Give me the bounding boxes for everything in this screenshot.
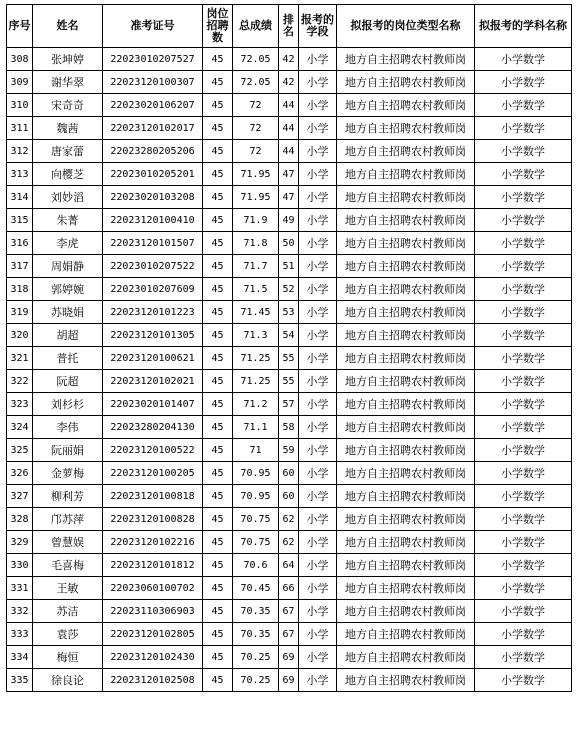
stage-cell: 小学	[299, 439, 337, 462]
post-type-cell: 地方自主招聘农村教师岗	[337, 232, 475, 255]
seq-cell: 326	[7, 462, 33, 485]
score-cell: 70.25	[233, 646, 279, 669]
post-type-cell: 地方自主招聘农村教师岗	[337, 301, 475, 324]
score-cell: 70.35	[233, 623, 279, 646]
seq-cell: 332	[7, 600, 33, 623]
name-cell: 梅恒	[33, 646, 103, 669]
stage-cell: 小学	[299, 669, 337, 692]
subject-cell: 小学数学	[475, 163, 572, 186]
seq-cell: 310	[7, 94, 33, 117]
rank-cell: 47	[279, 186, 299, 209]
name-cell: 刘杉杉	[33, 393, 103, 416]
post-type-cell: 地方自主招聘农村教师岗	[337, 278, 475, 301]
table-row	[7, 163, 572, 186]
rank-cell: 64	[279, 554, 299, 577]
seq-cell: 334	[7, 646, 33, 669]
name-cell: 苏洁	[33, 600, 103, 623]
openings-cell: 45	[203, 462, 233, 485]
post-type-cell: 地方自主招聘农村教师岗	[337, 255, 475, 278]
seq-cell: 331	[7, 577, 33, 600]
subject-cell: 小学数学	[475, 117, 572, 140]
stage-cell: 小学	[299, 163, 337, 186]
seq-cell: 330	[7, 554, 33, 577]
name-cell: 曾慧娱	[33, 531, 103, 554]
subject-cell: 小学数学	[475, 324, 572, 347]
stage-cell: 小学	[299, 508, 337, 531]
post-type-cell: 地方自主招聘农村教师岗	[337, 508, 475, 531]
stage-cell: 小学	[299, 324, 337, 347]
rank-cell: 66	[279, 577, 299, 600]
col-header-openings: 岗位招聘数	[203, 5, 233, 48]
openings-cell: 45	[203, 347, 233, 370]
name-cell: 魏茜	[33, 117, 103, 140]
name-cell: 郭婷婉	[33, 278, 103, 301]
rank-cell: 47	[279, 163, 299, 186]
openings-cell: 45	[203, 623, 233, 646]
score-cell: 71.1	[233, 416, 279, 439]
seq-cell: 312	[7, 140, 33, 163]
table-row	[7, 232, 572, 255]
rank-cell: 60	[279, 485, 299, 508]
score-cell: 71.2	[233, 393, 279, 416]
table-row	[7, 48, 572, 71]
stage-cell: 小学	[299, 232, 337, 255]
stage-cell: 小学	[299, 462, 337, 485]
ticket-cell: 22023010207527	[103, 48, 203, 71]
table-row	[7, 209, 572, 232]
ticket-cell: 22023280204130	[103, 416, 203, 439]
rank-cell: 51	[279, 255, 299, 278]
table-row	[7, 554, 572, 577]
rank-cell: 62	[279, 508, 299, 531]
score-cell: 70.45	[233, 577, 279, 600]
subject-cell: 小学数学	[475, 301, 572, 324]
rank-cell: 44	[279, 94, 299, 117]
ticket-cell: 22023110306903	[103, 600, 203, 623]
subject-cell: 小学数学	[475, 439, 572, 462]
stage-cell: 小学	[299, 48, 337, 71]
name-cell: 胡超	[33, 324, 103, 347]
score-cell: 72	[233, 94, 279, 117]
stage-cell: 小学	[299, 370, 337, 393]
post-type-cell: 地方自主招聘农村教师岗	[337, 531, 475, 554]
stage-cell: 小学	[299, 646, 337, 669]
post-type-cell: 地方自主招聘农村教师岗	[337, 439, 475, 462]
stage-cell: 小学	[299, 301, 337, 324]
stage-cell: 小学	[299, 255, 337, 278]
post-type-cell: 地方自主招聘农村教师岗	[337, 324, 475, 347]
stage-cell: 小学	[299, 623, 337, 646]
score-cell: 71.3	[233, 324, 279, 347]
score-cell: 72.05	[233, 48, 279, 71]
ticket-cell: 22023120101507	[103, 232, 203, 255]
stage-cell: 小学	[299, 94, 337, 117]
openings-cell: 45	[203, 600, 233, 623]
score-cell: 70.95	[233, 485, 279, 508]
ticket-cell: 22023120102805	[103, 623, 203, 646]
openings-cell: 45	[203, 669, 233, 692]
openings-cell: 45	[203, 301, 233, 324]
name-cell: 周娟静	[33, 255, 103, 278]
rank-cell: 54	[279, 324, 299, 347]
rank-cell: 42	[279, 48, 299, 71]
table-row	[7, 416, 572, 439]
table-row	[7, 393, 572, 416]
table-row	[7, 577, 572, 600]
rank-cell: 55	[279, 347, 299, 370]
ticket-cell: 22023120102017	[103, 117, 203, 140]
col-header-total-score: 总成绩	[233, 5, 279, 48]
name-cell: 谢华翠	[33, 71, 103, 94]
rank-cell: 44	[279, 140, 299, 163]
stage-cell: 小学	[299, 71, 337, 94]
stage-cell: 小学	[299, 209, 337, 232]
table-row	[7, 117, 572, 140]
col-header-name: 姓名	[33, 5, 103, 48]
ticket-cell: 22023120102430	[103, 646, 203, 669]
seq-cell: 323	[7, 393, 33, 416]
stage-cell: 小学	[299, 117, 337, 140]
table-row	[7, 531, 572, 554]
ticket-cell: 22023120100828	[103, 508, 203, 531]
rank-cell: 67	[279, 600, 299, 623]
score-cell: 71.5	[233, 278, 279, 301]
rank-cell: 55	[279, 370, 299, 393]
subject-cell: 小学数学	[475, 531, 572, 554]
ticket-cell: 22023120102021	[103, 370, 203, 393]
subject-cell: 小学数学	[475, 94, 572, 117]
ticket-cell: 22023120102508	[103, 669, 203, 692]
table-row	[7, 600, 572, 623]
stage-cell: 小学	[299, 278, 337, 301]
results-sheet	[6, 4, 571, 692]
rank-cell: 69	[279, 669, 299, 692]
rank-cell: 52	[279, 278, 299, 301]
subject-cell: 小学数学	[475, 48, 572, 71]
score-cell: 71.95	[233, 163, 279, 186]
score-cell: 72	[233, 117, 279, 140]
post-type-cell: 地方自主招聘农村教师岗	[337, 462, 475, 485]
stage-cell: 小学	[299, 531, 337, 554]
openings-cell: 45	[203, 140, 233, 163]
name-cell: 阮丽娟	[33, 439, 103, 462]
seq-cell: 318	[7, 278, 33, 301]
rank-cell: 44	[279, 117, 299, 140]
ticket-cell: 22023120101305	[103, 324, 203, 347]
score-cell: 70.95	[233, 462, 279, 485]
col-header-ticket: 准考证号	[103, 5, 203, 48]
col-header-post-type: 拟报考的岗位类型名称	[337, 5, 475, 48]
name-cell: 唐家蕾	[33, 140, 103, 163]
score-cell: 70.35	[233, 600, 279, 623]
name-cell: 徐良论	[33, 669, 103, 692]
name-cell: 阮超	[33, 370, 103, 393]
openings-cell: 45	[203, 393, 233, 416]
openings-cell: 45	[203, 370, 233, 393]
seq-cell: 322	[7, 370, 33, 393]
subject-cell: 小学数学	[475, 255, 572, 278]
post-type-cell: 地方自主招聘农村教师岗	[337, 71, 475, 94]
stage-cell: 小学	[299, 554, 337, 577]
seq-cell: 314	[7, 186, 33, 209]
post-type-cell: 地方自主招聘农村教师岗	[337, 393, 475, 416]
seq-cell: 333	[7, 623, 33, 646]
ticket-cell: 22023120100410	[103, 209, 203, 232]
name-cell: 普托	[33, 347, 103, 370]
post-type-cell: 地方自主招聘农村教师岗	[337, 347, 475, 370]
rank-cell: 67	[279, 623, 299, 646]
subject-cell: 小学数学	[475, 416, 572, 439]
ticket-cell: 22023010207609	[103, 278, 203, 301]
stage-cell: 小学	[299, 485, 337, 508]
score-cell: 71.8	[233, 232, 279, 255]
ticket-cell: 22023020101407	[103, 393, 203, 416]
name-cell: 王敏	[33, 577, 103, 600]
table-row	[7, 324, 572, 347]
ticket-cell: 22023120100307	[103, 71, 203, 94]
score-cell: 70.6	[233, 554, 279, 577]
col-header-seq: 序号	[7, 5, 33, 48]
subject-cell: 小学数学	[475, 71, 572, 94]
ticket-cell: 22023010205201	[103, 163, 203, 186]
name-cell: 毛喜梅	[33, 554, 103, 577]
subject-cell: 小学数学	[475, 669, 572, 692]
table-row	[7, 71, 572, 94]
rank-cell: 59	[279, 439, 299, 462]
subject-cell: 小学数学	[475, 508, 572, 531]
seq-cell: 328	[7, 508, 33, 531]
subject-cell: 小学数学	[475, 600, 572, 623]
rank-cell: 69	[279, 646, 299, 669]
post-type-cell: 地方自主招聘农村教师岗	[337, 416, 475, 439]
subject-cell: 小学数学	[475, 140, 572, 163]
ticket-cell: 22023120100522	[103, 439, 203, 462]
seq-cell: 329	[7, 531, 33, 554]
stage-cell: 小学	[299, 416, 337, 439]
table-row	[7, 439, 572, 462]
table-row	[7, 370, 572, 393]
post-type-cell: 地方自主招聘农村教师岗	[337, 140, 475, 163]
subject-cell: 小学数学	[475, 232, 572, 255]
post-type-cell: 地方自主招聘农村教师岗	[337, 370, 475, 393]
score-cell: 71.95	[233, 186, 279, 209]
openings-cell: 45	[203, 577, 233, 600]
score-cell: 71.7	[233, 255, 279, 278]
post-type-cell: 地方自主招聘农村教师岗	[337, 163, 475, 186]
seq-cell: 335	[7, 669, 33, 692]
subject-cell: 小学数学	[475, 370, 572, 393]
subject-cell: 小学数学	[475, 186, 572, 209]
ticket-cell: 22023120100621	[103, 347, 203, 370]
subject-cell: 小学数学	[475, 646, 572, 669]
seq-cell: 316	[7, 232, 33, 255]
seq-cell: 313	[7, 163, 33, 186]
ticket-cell: 22023120100205	[103, 462, 203, 485]
openings-cell: 45	[203, 324, 233, 347]
openings-cell: 45	[203, 554, 233, 577]
post-type-cell: 地方自主招聘农村教师岗	[337, 48, 475, 71]
table-row	[7, 462, 572, 485]
openings-cell: 45	[203, 416, 233, 439]
stage-cell: 小学	[299, 600, 337, 623]
seq-cell: 319	[7, 301, 33, 324]
table-row	[7, 140, 572, 163]
header-row	[7, 5, 572, 48]
ticket-cell: 22023120100818	[103, 485, 203, 508]
stage-cell: 小学	[299, 393, 337, 416]
ticket-cell: 22023060100702	[103, 577, 203, 600]
table-row	[7, 301, 572, 324]
stage-cell: 小学	[299, 347, 337, 370]
openings-cell: 45	[203, 209, 233, 232]
table-row	[7, 255, 572, 278]
col-header-stage: 报考的学段	[299, 5, 337, 48]
col-header-subject: 拟报考的学科名称	[475, 5, 572, 48]
name-cell: 李伟	[33, 416, 103, 439]
post-type-cell: 地方自主招聘农村教师岗	[337, 554, 475, 577]
openings-cell: 45	[203, 71, 233, 94]
name-cell: 张坤婷	[33, 48, 103, 71]
seq-cell: 321	[7, 347, 33, 370]
post-type-cell: 地方自主招聘农村教师岗	[337, 646, 475, 669]
score-cell: 71.25	[233, 347, 279, 370]
score-cell: 71.9	[233, 209, 279, 232]
score-cell: 70.75	[233, 531, 279, 554]
table-row	[7, 347, 572, 370]
table-row	[7, 94, 572, 117]
name-cell: 柳利芳	[33, 485, 103, 508]
seq-cell: 311	[7, 117, 33, 140]
name-cell: 李虎	[33, 232, 103, 255]
openings-cell: 45	[203, 163, 233, 186]
openings-cell: 45	[203, 255, 233, 278]
ticket-cell: 22023280205206	[103, 140, 203, 163]
subject-cell: 小学数学	[475, 485, 572, 508]
table-row	[7, 485, 572, 508]
name-cell: 邝苏萍	[33, 508, 103, 531]
openings-cell: 45	[203, 646, 233, 669]
seq-cell: 317	[7, 255, 33, 278]
table-row	[7, 186, 572, 209]
openings-cell: 45	[203, 94, 233, 117]
openings-cell: 45	[203, 278, 233, 301]
ticket-cell: 22023020106207	[103, 94, 203, 117]
score-cell: 71.45	[233, 301, 279, 324]
seq-cell: 320	[7, 324, 33, 347]
seq-cell: 324	[7, 416, 33, 439]
seq-cell: 309	[7, 71, 33, 94]
subject-cell: 小学数学	[475, 347, 572, 370]
subject-cell: 小学数学	[475, 278, 572, 301]
openings-cell: 45	[203, 186, 233, 209]
table-row	[7, 508, 572, 531]
ticket-cell: 22023120101223	[103, 301, 203, 324]
post-type-cell: 地方自主招聘农村教师岗	[337, 623, 475, 646]
seq-cell: 308	[7, 48, 33, 71]
seq-cell: 325	[7, 439, 33, 462]
post-type-cell: 地方自主招聘农村教师岗	[337, 485, 475, 508]
name-cell: 金萝梅	[33, 462, 103, 485]
score-cell: 72	[233, 140, 279, 163]
name-cell: 袁莎	[33, 623, 103, 646]
table-row	[7, 623, 572, 646]
name-cell: 宋奇奇	[33, 94, 103, 117]
table-row	[7, 669, 572, 692]
table-body	[7, 48, 572, 692]
ticket-cell: 22023120101812	[103, 554, 203, 577]
name-cell: 朱菁	[33, 209, 103, 232]
subject-cell: 小学数学	[475, 462, 572, 485]
stage-cell: 小学	[299, 140, 337, 163]
ticket-cell: 22023010207522	[103, 255, 203, 278]
post-type-cell: 地方自主招聘农村教师岗	[337, 94, 475, 117]
rank-cell: 58	[279, 416, 299, 439]
subject-cell: 小学数学	[475, 623, 572, 646]
openings-cell: 45	[203, 439, 233, 462]
post-type-cell: 地方自主招聘农村教师岗	[337, 186, 475, 209]
rank-cell: 60	[279, 462, 299, 485]
openings-cell: 45	[203, 117, 233, 140]
score-cell: 71	[233, 439, 279, 462]
subject-cell: 小学数学	[475, 577, 572, 600]
ticket-cell: 22023120102216	[103, 531, 203, 554]
rank-cell: 50	[279, 232, 299, 255]
rank-cell: 49	[279, 209, 299, 232]
post-type-cell: 地方自主招聘农村教师岗	[337, 577, 475, 600]
subject-cell: 小学数学	[475, 554, 572, 577]
table-row	[7, 646, 572, 669]
post-type-cell: 地方自主招聘农村教师岗	[337, 209, 475, 232]
table-row	[7, 278, 572, 301]
post-type-cell: 地方自主招聘农村教师岗	[337, 600, 475, 623]
post-type-cell: 地方自主招聘农村教师岗	[337, 117, 475, 140]
score-cell: 72.05	[233, 71, 279, 94]
name-cell: 向樱芝	[33, 163, 103, 186]
stage-cell: 小学	[299, 577, 337, 600]
rank-cell: 62	[279, 531, 299, 554]
stage-cell: 小学	[299, 186, 337, 209]
name-cell: 刘妙滔	[33, 186, 103, 209]
openings-cell: 45	[203, 232, 233, 255]
openings-cell: 45	[203, 508, 233, 531]
score-cell: 70.75	[233, 508, 279, 531]
score-cell: 71.25	[233, 370, 279, 393]
results-table	[6, 4, 572, 692]
rank-cell: 42	[279, 71, 299, 94]
openings-cell: 45	[203, 531, 233, 554]
subject-cell: 小学数学	[475, 209, 572, 232]
seq-cell: 327	[7, 485, 33, 508]
ticket-cell: 22023020103208	[103, 186, 203, 209]
openings-cell: 45	[203, 485, 233, 508]
score-cell: 70.25	[233, 669, 279, 692]
rank-cell: 53	[279, 301, 299, 324]
rank-cell: 57	[279, 393, 299, 416]
subject-cell: 小学数学	[475, 393, 572, 416]
name-cell: 苏晓娟	[33, 301, 103, 324]
openings-cell: 45	[203, 48, 233, 71]
col-header-rank: 排名	[279, 5, 299, 48]
seq-cell: 315	[7, 209, 33, 232]
post-type-cell: 地方自主招聘农村教师岗	[337, 669, 475, 692]
